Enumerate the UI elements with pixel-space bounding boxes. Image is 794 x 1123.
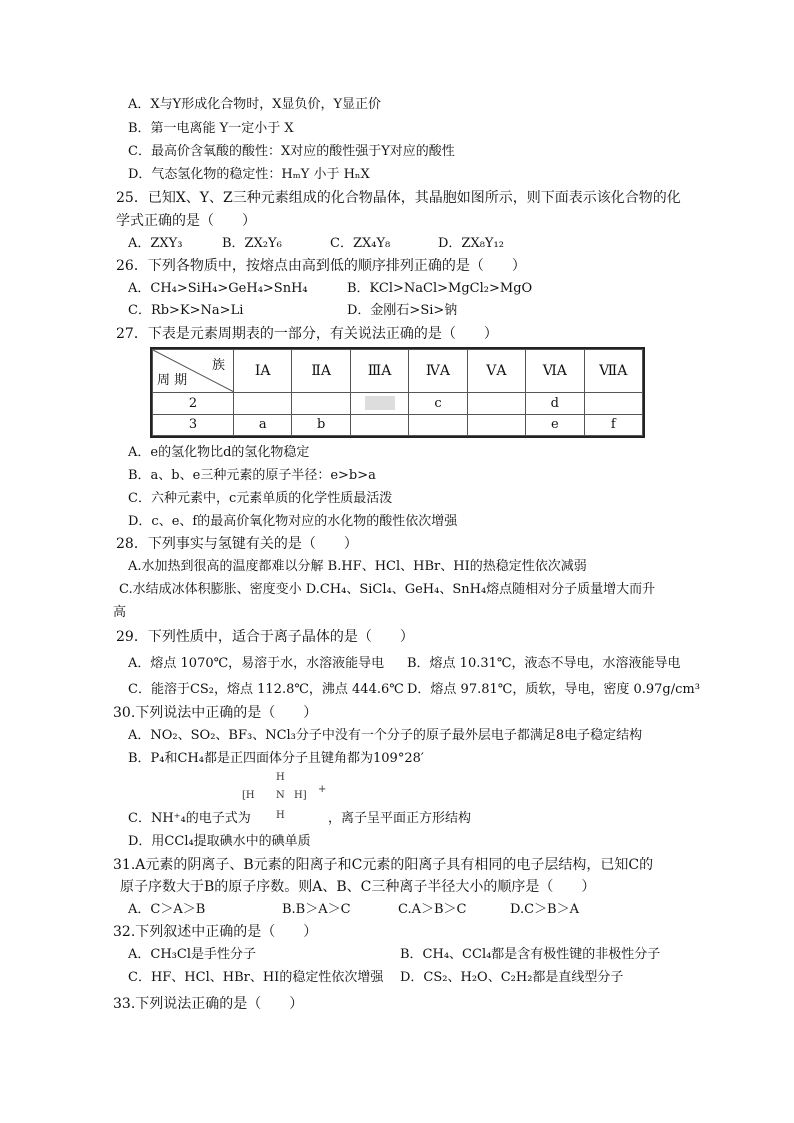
table-cell <box>467 414 525 436</box>
table-cell: c <box>409 393 467 415</box>
q25-option-b: B．ZX₂Y₆ <box>222 236 282 251</box>
q27-option-c: C．六种元素中，c元素单质的化学性质最活泼 <box>128 491 393 506</box>
q28-option-cd: C.水结成冰体积膨胀、密度变小 D.CH₄、SiCl₄、GeH₄、SnH₄熔点随相对分子质量增大而升 <box>119 582 656 597</box>
group-header: ⅦA <box>584 350 642 393</box>
q25-stem-cont: 学式正确的是（ ） <box>116 213 256 229</box>
q25-option-a: A．ZXY₃ <box>128 236 183 251</box>
q26-option-a: A．CH₄>SiH₄>GeH₄>SnH₄ <box>128 281 308 296</box>
q29-option-b: B．熔点 10.31℃，液态不导电，水溶液能导电 <box>407 656 681 671</box>
q32-option-b: B．CH₄、CCl₄都是含有极性键的非极性分子 <box>400 947 661 962</box>
q32-stem: 32.下列叙述中正确的是（ ） <box>113 924 318 940</box>
q26-stem: 26．下列各物质中，按熔点由高到低的顺序排列正确的是（ ） <box>116 258 526 274</box>
q26-option-b: B．KCl>NaCl>MgCl₂>MgO <box>347 281 533 296</box>
q29-option-a: A．熔点 1070℃，易溶于水，水溶液能导电 <box>128 656 385 671</box>
q24-option-a: A．X与Y形成化合物时，X显负价，Y显正价 <box>128 97 382 112</box>
q27-stem: 27．下表是元素周期表的一部分，有关说法正确的是（ ） <box>116 326 498 342</box>
q31-option-c: C.A＞B＞C <box>398 902 467 917</box>
q31-option-d: D.C＞B＞A <box>510 902 579 917</box>
table-row <box>153 393 643 415</box>
q28-option-ab: A.水加热到很高的温度都难以分解 B.HF、HCl、HBr、HI的热稳定性依次减弱 <box>128 559 587 574</box>
q25-option-d: D．ZX₈Y₁₂ <box>438 236 504 251</box>
q25-stem: 25．已知X、Y、Z三种元素组成的化合物晶体，其晶胞如图所示，则下面表示该化合物的化 <box>116 190 681 206</box>
table-cell: a <box>234 414 292 436</box>
q32-option-c: C．HF、HCl、HBr、HI的稳定性依次增强 <box>128 970 384 985</box>
q30-stem: 30.下列说法中正确的是（ ） <box>113 705 318 721</box>
q31-option-b: B.B＞A＞C <box>282 902 351 917</box>
period-header-label: 周 期 <box>157 373 188 388</box>
table-cell: d <box>526 393 584 415</box>
formula-h-bottom: H <box>276 810 285 821</box>
q29-option-d: D．熔点 97.81℃，质软，导电，密度 0.97g/cm³ <box>407 682 700 697</box>
q27-option-b: B．a、b、e三种元素的原子半径：e>b>a <box>128 468 376 483</box>
electron-formula <box>238 772 328 824</box>
table-cell: e <box>526 414 584 436</box>
q24-option-c: C．最高价含氧酸的酸性：X对应的酸性强于Y对应的酸性 <box>128 144 455 159</box>
q25-option-c: C．ZX₄Y₈ <box>330 236 391 251</box>
q26-option-c: C．Rb>K>Na>Li <box>128 303 244 318</box>
table-cell <box>409 414 467 436</box>
group-header: ⅥA <box>526 350 584 393</box>
q30-option-a: A．NO₂、SO₂、BF₃、NCl₃分子中没有一个分子的原子最外层电子都满足8电子稳定结构 <box>128 728 643 743</box>
group-header-label: 族 <box>211 358 225 373</box>
q26-option-d: D．金刚石>Si>钠 <box>347 303 458 318</box>
q24-option-b: B．第一电离能 Y一定小于 X <box>128 121 294 136</box>
q32-option-d: D．CS₂、H₂O、C₂H₂都是直线型分子 <box>400 970 624 985</box>
periodic-table <box>150 347 645 438</box>
q31-option-a: A．C＞A＞B <box>128 902 206 917</box>
q33-stem: 33.下列说法正确的是（ ） <box>113 996 304 1012</box>
table-cell: f <box>584 414 642 436</box>
group-header: ⅢA <box>350 350 408 393</box>
q30-option-d: D．用CCl₄提取碘水中的碘单质 <box>128 834 311 849</box>
period-cell: 2 <box>153 393 234 415</box>
q31-stem: 31.A元素的阴离子、B元素的阳离子和C元素的阳离子具有相同的电子层结构，已知C的 <box>113 857 654 873</box>
q30-option-b: B．P₄和CH₄都是正四面体分子且键角都为109°28′ <box>128 751 424 766</box>
q31-stem-cont: 原子序数大于B的原子序数。则A、B、C三种离子半径大小的顺序是（ ） <box>120 879 596 895</box>
formula-h-left: [H <box>242 790 255 801</box>
group-header: ⅣA <box>409 350 467 393</box>
table-cell <box>234 393 292 415</box>
table-cell <box>584 393 642 415</box>
formula-h-top: H <box>276 772 285 783</box>
group-header: ⅤA <box>467 350 525 393</box>
table-cell <box>350 414 408 436</box>
q24-option-d: D．气态氢化物的稳定性：HₘY 小于 HₙX <box>128 167 370 182</box>
q29-stem: 29．下列性质中，适合于离子晶体的是（ ） <box>116 629 414 645</box>
table-row <box>153 414 643 436</box>
table-cell: b <box>292 414 350 436</box>
formula-charge: + <box>318 784 327 795</box>
table-cell <box>292 393 350 415</box>
q28-option-cd-cont: 高 <box>113 605 127 620</box>
smudge <box>365 396 395 410</box>
formula-h-right: H] <box>294 790 307 801</box>
group-header: ⅡA <box>292 350 350 393</box>
formula-n: N <box>276 790 285 801</box>
q30-option-c: C．NH⁺₄的电子式为 <box>128 811 251 826</box>
table-cell <box>350 393 408 415</box>
q28-stem: 28．下列事实与氢键有关的是（ ） <box>116 536 358 552</box>
q29-option-c: C．能溶于CS₂，熔点 112.8℃，沸点 444.6℃ <box>128 682 404 697</box>
group-header: ⅠA <box>234 350 292 393</box>
q27-option-a: A．e的氢化物比d的氢化物稳定 <box>128 445 310 460</box>
period-cell: 3 <box>153 414 234 436</box>
q27-option-d: D．c、e、f的最高价氧化物对应的水化物的酸性依次增强 <box>128 514 458 529</box>
q30-option-c-cont: ，离子呈平面正方形结构 <box>328 811 472 826</box>
table-cell <box>467 393 525 415</box>
q32-option-a: A．CH₃Cl是手性分子 <box>128 947 256 962</box>
table-corner-cell <box>153 350 234 393</box>
